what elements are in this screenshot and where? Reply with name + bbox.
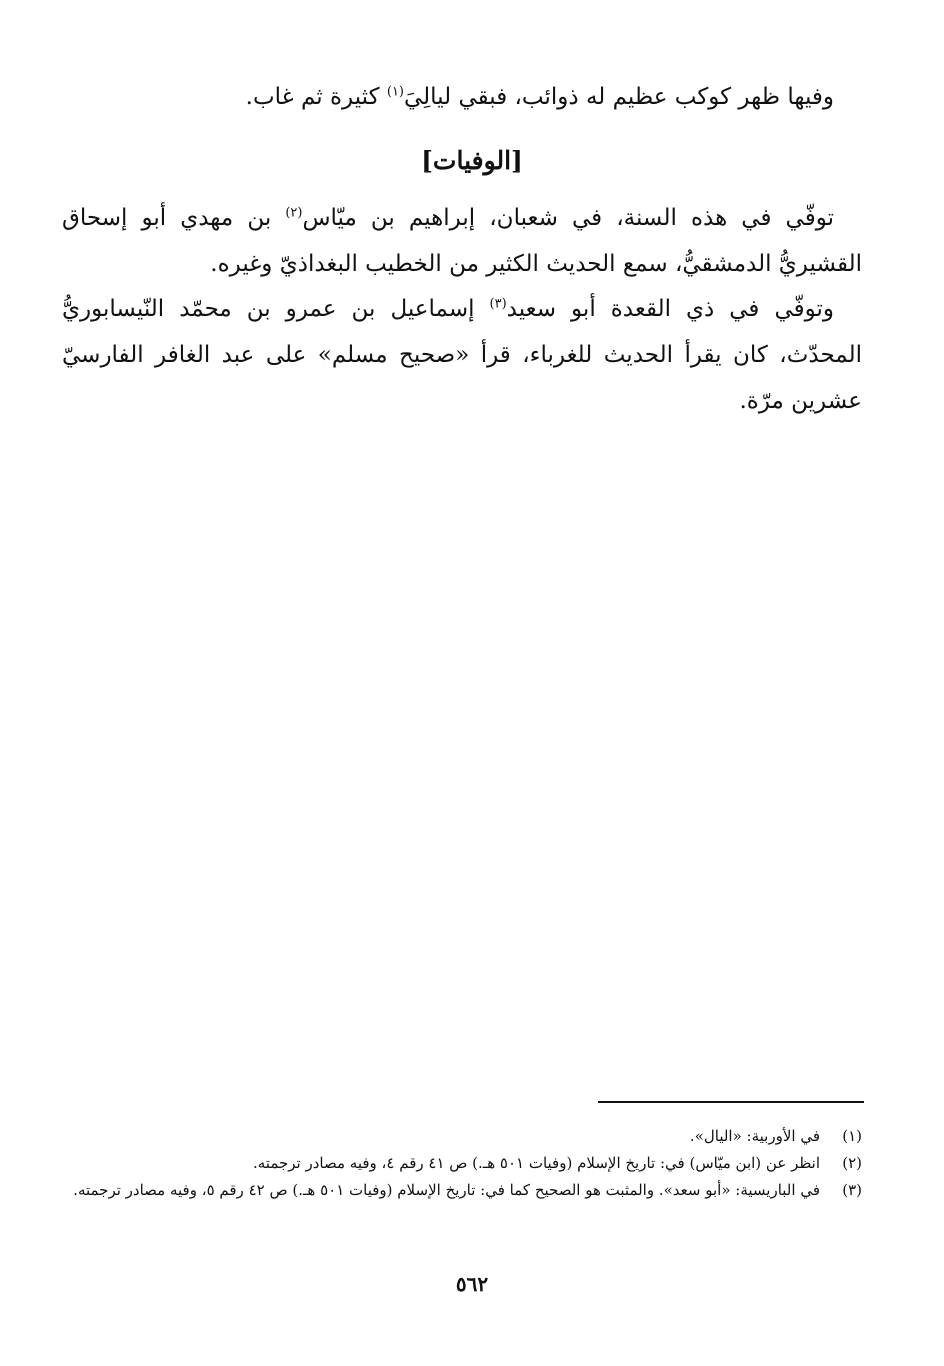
footnote-item (62, 1150, 862, 1177)
paragraph-ismail-text-a: وتوفّي في ذي القعدة أبو سعيد (506, 296, 834, 322)
footnote-item (62, 1123, 862, 1150)
footnote-item (62, 1177, 862, 1204)
paragraph-ibrahim (62, 195, 862, 287)
paragraph-ibrahim-text-a: توفّي في هذه السنة، في شعبان، إبراهيم بن ميّاس (302, 205, 835, 231)
footnote-marker-1: (١) (386, 84, 404, 100)
footnote-text: انظر عن (ابن ميّاس) في: تاريخ الإسلام (وفيات ٥٠١ هـ.) ص ٤١ رقم ٤، وفيه مصادر ترجمته. (252, 1154, 820, 1172)
paragraph-comet-text-b: كثيرة ثم غاب. (245, 84, 387, 110)
footnote-number: (١) (842, 1127, 862, 1145)
paragraph-ismail (62, 286, 862, 424)
paragraph-ibrahim-text-b: بن مهدي أبو إسحاق القشيريُّ الدمشقيُّ، سمع الحديث الكثير من الخطيب البغداذيّ وغيره. (62, 205, 862, 277)
section-heading-deaths: [الوفيات] (421, 146, 523, 175)
footnote-number: (٣) (842, 1181, 862, 1199)
paragraph-comet (62, 74, 862, 120)
footnotes-section (62, 1123, 862, 1204)
footnote-text: في الباريسية: «أبو سعد». والمثبت هو الصحيح كما في: تاريخ الإسلام (وفيات ٥٠١ هـ.) ص ٤٢ رقم ٥، وفيه مصادر ترجمته. (73, 1181, 820, 1199)
paragraph-comet-text-a: وفيها ظهر كوكب عظيم له ذوائب، فبقي ليالِيَ (404, 84, 834, 110)
footnote-marker-3: (٣) (489, 296, 507, 312)
paragraph-ismail-text-b: إسماعيل بن عمرو بن محمّد النّيسابوريُّ المحدّث، كان يقرأ الحديث للغرباء، قرأ «صحيح مسلم» على عبد الغافر الفارسيّ عشرين مرّة. (62, 296, 862, 414)
footnote-text: في الأوربية: «اليال». (689, 1127, 820, 1145)
footnote-marker-2: (٢) (285, 205, 303, 221)
footnote-number: (٢) (842, 1154, 862, 1172)
footnote-divider (598, 1101, 864, 1103)
page-number: ٥٦٢ (455, 1272, 489, 1296)
